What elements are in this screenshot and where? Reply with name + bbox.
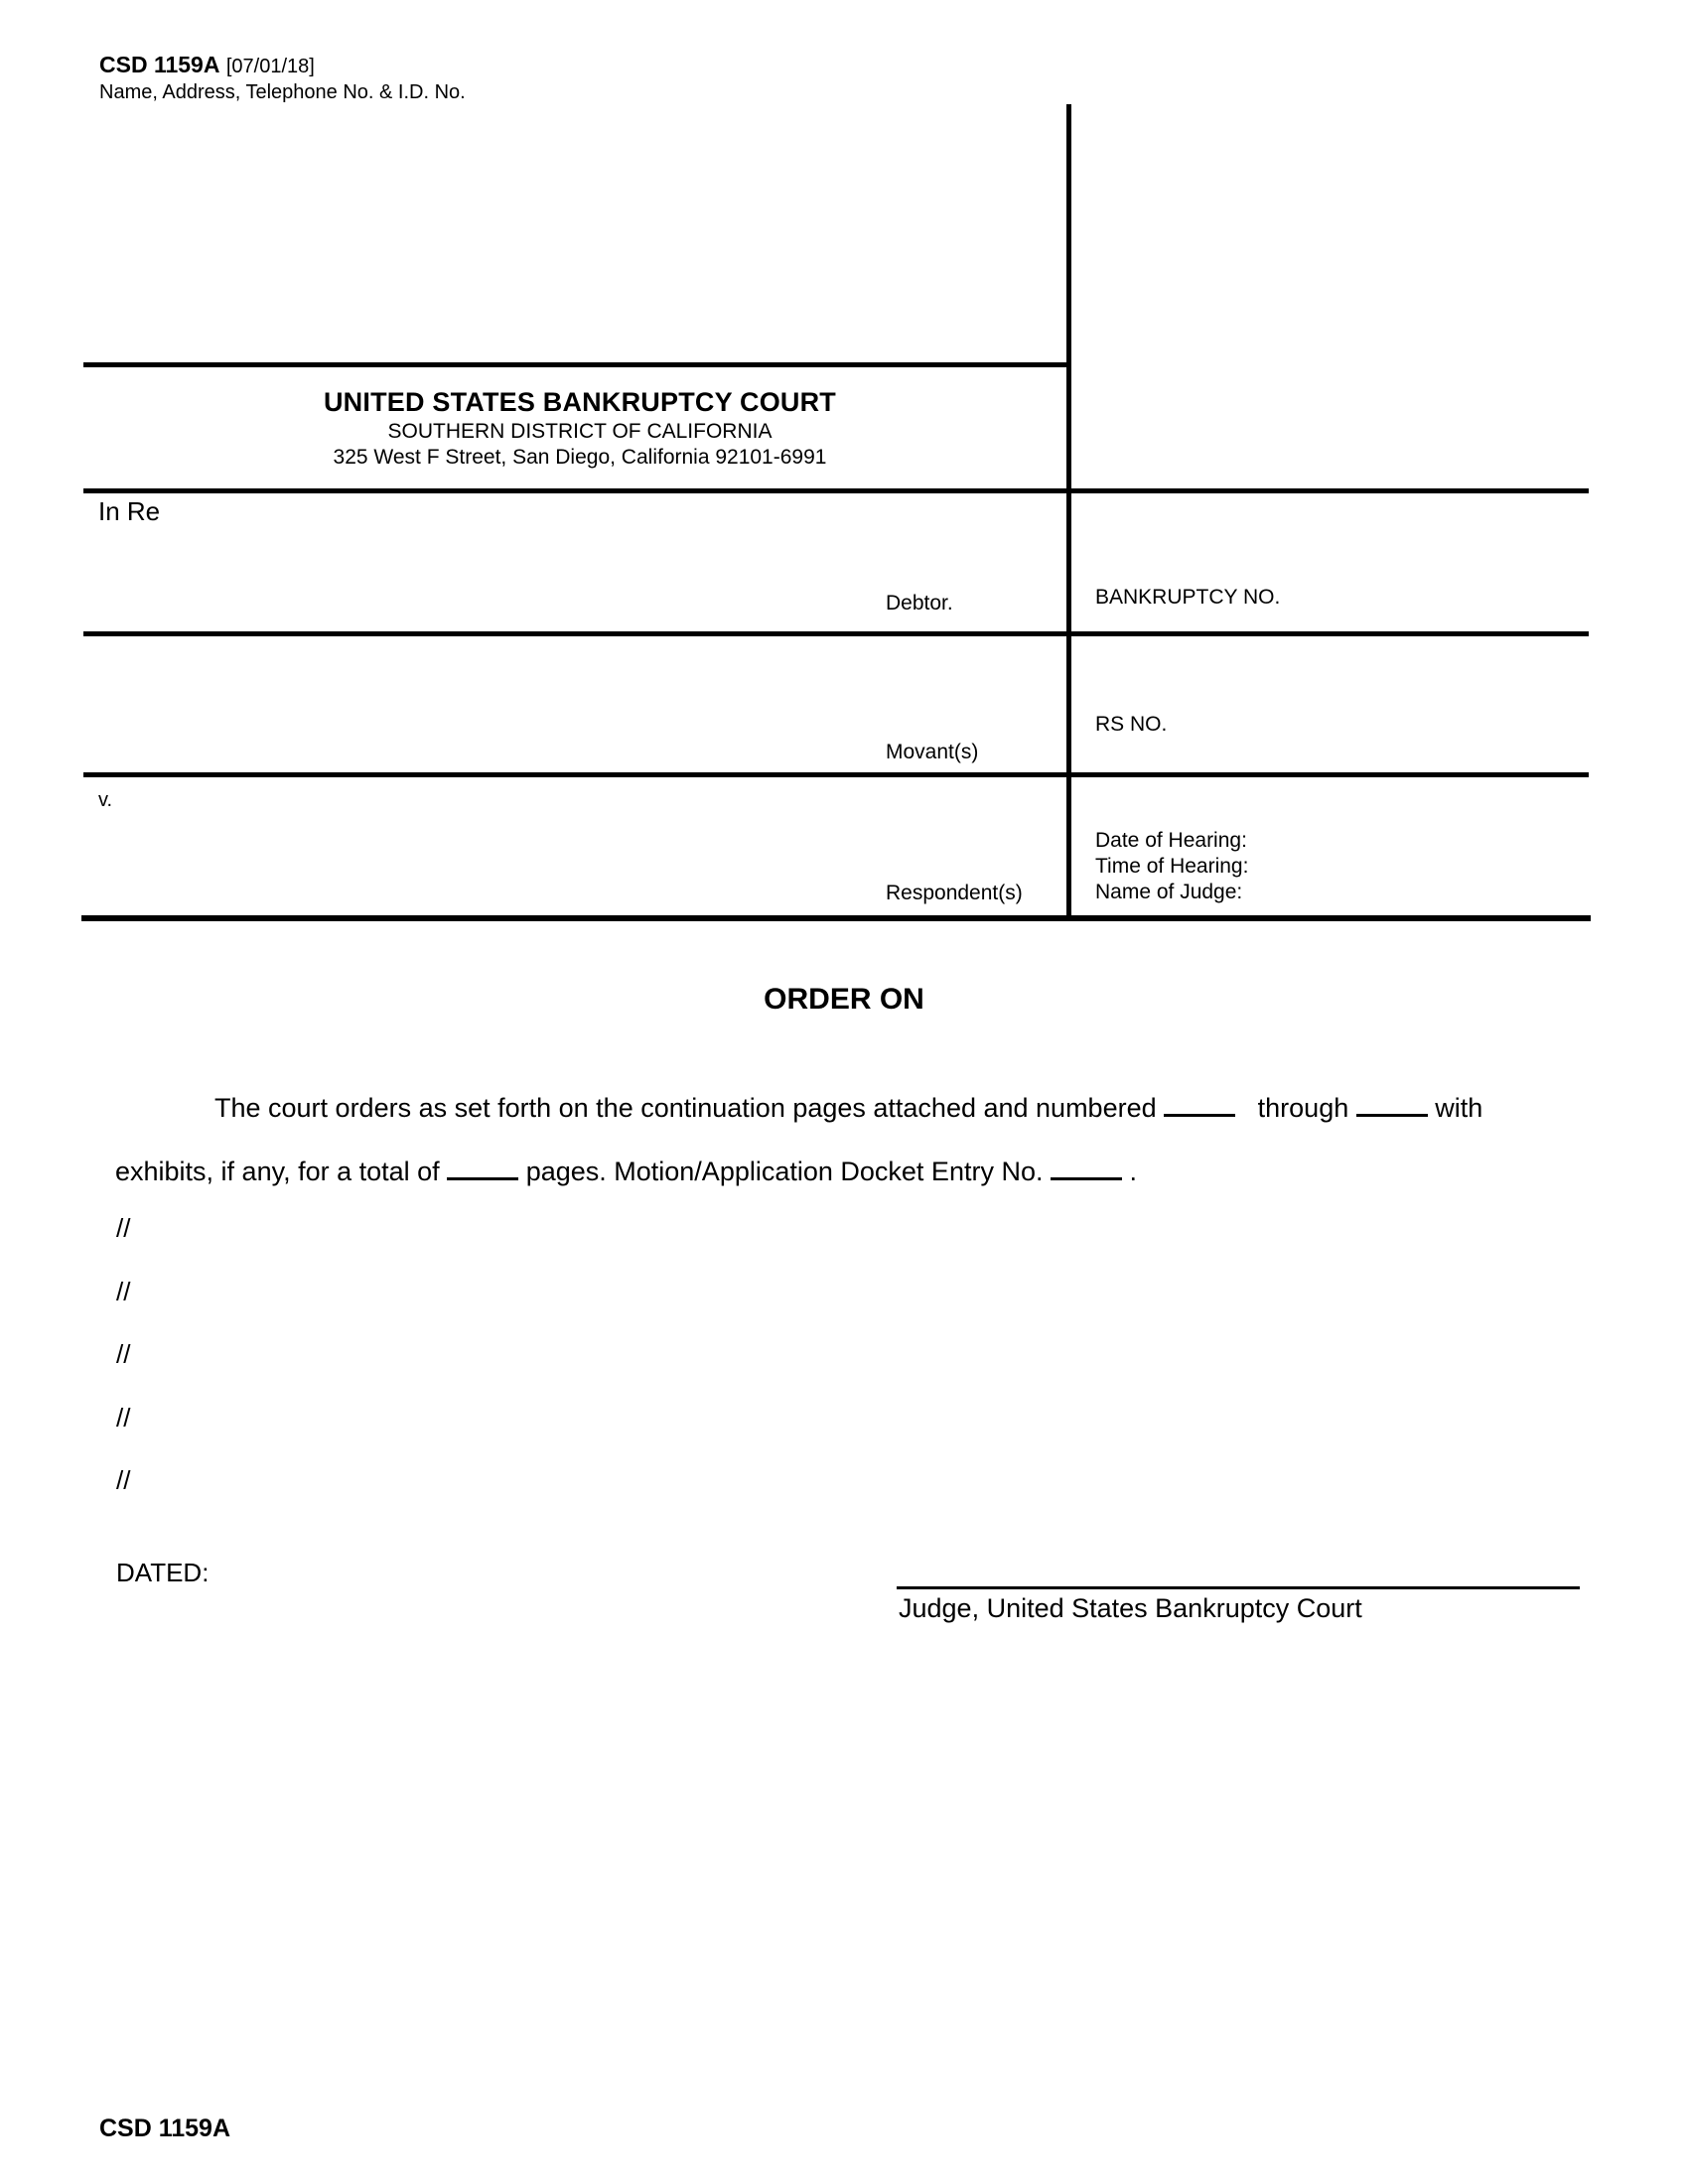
- caption-rule-1: [83, 488, 1589, 493]
- order-line-1-text-c: with: [1435, 1093, 1483, 1123]
- debtor-name-field[interactable]: [139, 526, 854, 606]
- order-line-1: [214, 1092, 1482, 1124]
- attorney-info-area[interactable]: [83, 109, 1066, 357]
- hearing-info: [1095, 828, 1248, 905]
- caption-rule-2: [83, 631, 1589, 636]
- form-identifier: [99, 52, 315, 78]
- docket-entry-blank[interactable]: [1051, 1156, 1122, 1180]
- order-line-1-text-b: through: [1257, 1093, 1349, 1123]
- attorney-info-label: Name, Address, Telephone No. & I.D. No.: [99, 81, 466, 103]
- court-district: SOUTHERN DISTRICT OF CALIFORNIA: [387, 420, 773, 443]
- continuation-mark: //: [116, 1465, 131, 1495]
- respondents-label: Respondent(s): [886, 882, 1023, 904]
- court-name: UNITED STATES BANKRUPTCY COURT: [323, 387, 836, 417]
- dated-label: DATED:: [116, 1558, 210, 1587]
- order-line-1-text-a: The court orders as set forth on the continuation pages attached and numbered: [214, 1093, 1157, 1123]
- date-of-hearing-label: Date of Hearing:: [1095, 829, 1247, 852]
- judge-signature-label: Judge, United States Bankruptcy Court: [899, 1593, 1362, 1623]
- order-line-2-text-b: pages. Motion/Application Docket Entry No.: [525, 1157, 1044, 1186]
- in-re-label: In Re: [98, 496, 161, 526]
- caption-rule-bottom: [81, 915, 1591, 921]
- form-revision-date: [07/01/18]: [225, 56, 315, 77]
- debtor-label: Debtor.: [886, 592, 953, 614]
- judge-signature-line[interactable]: [897, 1586, 1580, 1589]
- order-title: ORDER ON: [764, 983, 924, 1016]
- order-line-2-text-c: .: [1129, 1157, 1138, 1186]
- versus-label: v.: [98, 789, 113, 811]
- name-of-judge-label: Name of Judge:: [1095, 881, 1243, 903]
- continuation-mark: //: [116, 1213, 131, 1243]
- continuation-mark: //: [116, 1277, 131, 1306]
- form-number: CSD 1159A: [99, 52, 220, 77]
- first-page-number-blank[interactable]: [1164, 1092, 1235, 1117]
- continuation-mark: //: [116, 1339, 131, 1369]
- continuation-mark: //: [116, 1403, 131, 1433]
- total-pages-blank[interactable]: [447, 1156, 518, 1180]
- caption-rule-3: [83, 772, 1589, 777]
- last-page-number-blank[interactable]: [1356, 1092, 1428, 1117]
- time-of-hearing-label: Time of Hearing:: [1095, 855, 1249, 878]
- center-vertical-divider: [1066, 104, 1071, 918]
- movant-name-field[interactable]: [98, 650, 853, 750]
- rs-no-label: RS NO.: [1095, 713, 1168, 736]
- bankruptcy-no-label: BANKRUPTCY NO.: [1095, 586, 1281, 609]
- respondent-name-field[interactable]: [98, 814, 853, 903]
- court-address: 325 West F Street, San Diego, California 92101-6991: [333, 446, 827, 469]
- movants-label: Movant(s): [886, 741, 979, 763]
- order-line-2-text-a: exhibits, if any, for a total of: [115, 1157, 440, 1186]
- footer-form-number: CSD 1159A: [99, 2115, 231, 2142]
- order-line-2: [115, 1156, 1137, 1187]
- court-top-rule: [83, 362, 1069, 367]
- court-block: [83, 387, 1076, 470]
